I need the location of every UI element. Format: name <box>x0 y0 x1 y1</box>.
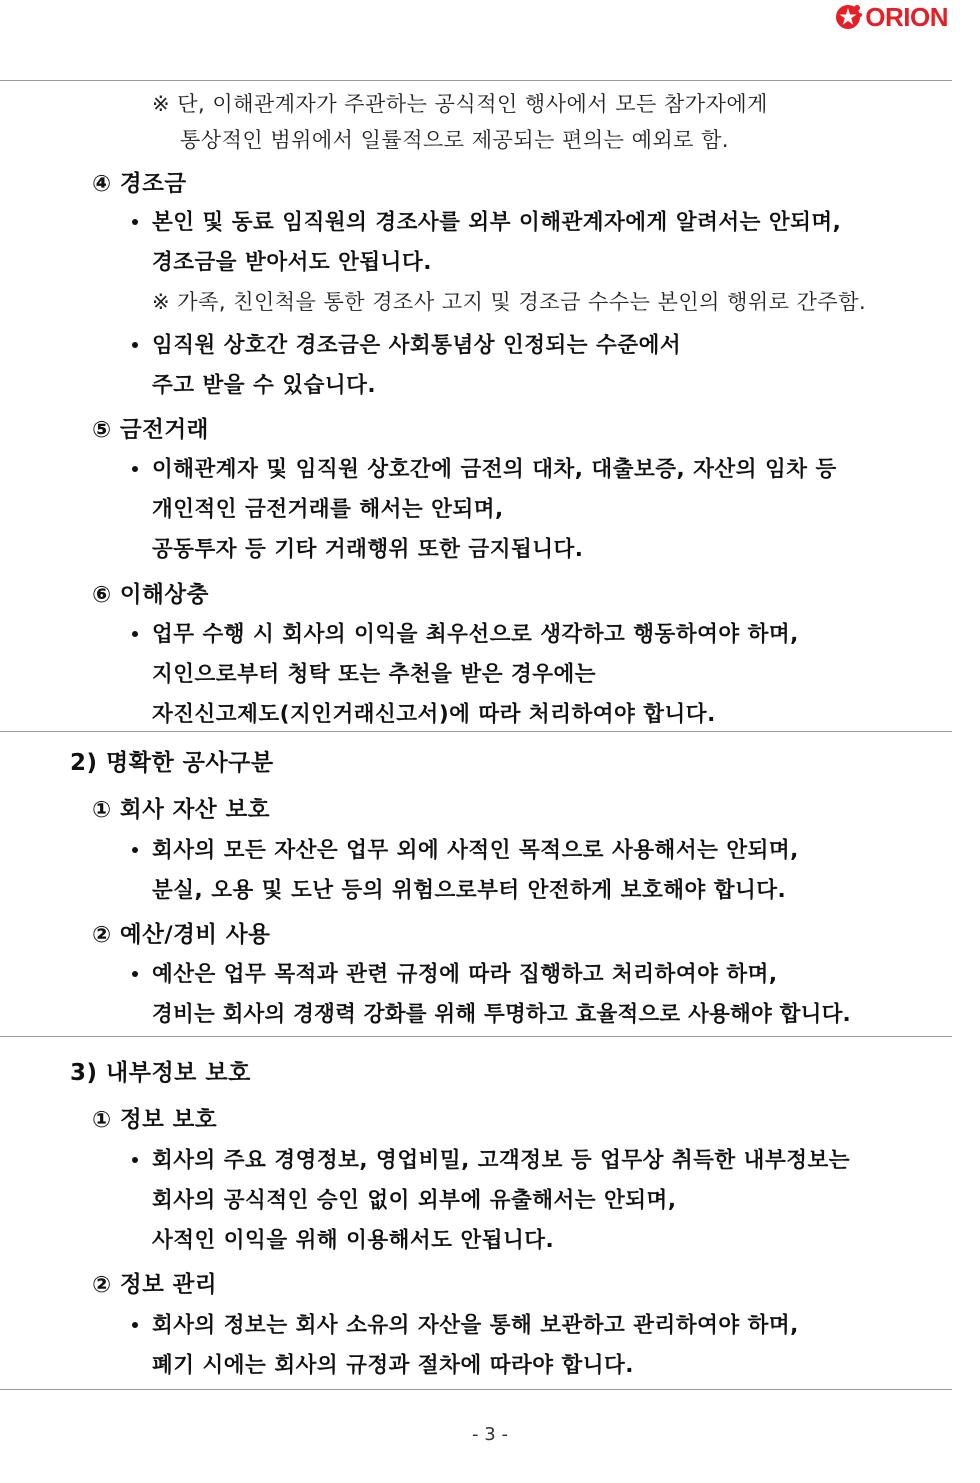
subsection-heading: ⑤ 금전거래 <box>92 417 209 443</box>
bullet-dot <box>132 1157 138 1163</box>
bullet-dot <box>132 466 138 472</box>
bullet-text: 자진신고제도(지인거래신고서)에 따라 처리하여야 합니다. <box>152 702 716 727</box>
bullet-text: 공동투자 등 기타 거래행위 또한 금지됩니다. <box>152 537 584 562</box>
bullet-text: 업무 수행 시 회사의 이익을 최우선으로 생각하고 행동하여야 하며, <box>152 622 799 647</box>
bullet-dot <box>132 342 138 348</box>
bullet-dot <box>132 631 138 637</box>
bullet-text: 회사의 주요 경영정보, 영업비밀, 고객정보 등 업무상 취득한 내부정보는 <box>152 1148 851 1173</box>
bullet-text: 회사의 모든 자산은 업무 외에 사적인 목적으로 사용해서는 안되며, <box>152 838 799 863</box>
bullet-text: 회사의 공식적인 승인 없이 외부에 유출해서는 안되며, <box>152 1188 677 1213</box>
bullet-text: 이해관계자 및 임직원 상호간에 금전의 대차, 대출보증, 자산의 임차 등 <box>152 457 837 482</box>
bullet-text: 본인 및 동료 임직원의 경조사를 외부 이해관계자에게 알려서는 안되며, <box>152 210 842 235</box>
star-burst-icon <box>833 2 863 32</box>
subsection-heading: ⑥ 이해상충 <box>92 582 209 608</box>
bullet-text: 임직원 상호간 경조금은 사회통념상 인정되는 수준에서 <box>152 333 682 358</box>
section-heading: 2) 명확한 공사구분 <box>70 750 274 776</box>
bullet-text: 주고 받을 수 있습니다. <box>152 373 377 398</box>
bullet-text: 경조금을 받아서도 안됩니다. <box>152 250 432 275</box>
note-line: ※ 단, 이해관계자가 주관하는 공식적인 행사에서 모든 참가자에게 <box>152 92 768 116</box>
orion-logo <box>833 2 948 32</box>
bullet-dot <box>132 847 138 853</box>
section-heading: 3) 내부정보 보호 <box>70 1060 251 1086</box>
subsection-heading: ① 회사 자산 보호 <box>92 797 270 823</box>
page-number: - 3 - <box>472 1424 508 1445</box>
note-line: 통상적인 범위에서 일률적으로 제공되는 편의는 예외로 함. <box>180 128 730 152</box>
top-divider <box>0 80 952 81</box>
logo-text: ORION <box>865 1 948 32</box>
subsection-heading: ④ 경조금 <box>92 171 187 197</box>
section-divider <box>0 731 952 732</box>
bullet-text: 회사의 정보는 회사 소유의 자산을 통해 보관하고 관리하여야 하며, <box>152 1313 799 1338</box>
bottom-divider <box>0 1389 952 1390</box>
note-line: ※ 가족, 친인척을 통한 경조사 고지 및 경조금 수수는 본인의 행위로 간주함. <box>152 290 867 314</box>
bullet-text: 폐기 시에는 회사의 규정과 절차에 따라야 합니다. <box>152 1353 634 1378</box>
bullet-dot <box>132 971 138 977</box>
bullet-text: 분실, 오용 및 도난 등의 위험으로부터 안전하게 보호해야 합니다. <box>152 878 787 903</box>
section-divider <box>0 1036 952 1037</box>
bullet-text: 지인으로부터 청탁 또는 추천을 받은 경우에는 <box>152 662 597 687</box>
subsection-heading: ② 예산/경비 사용 <box>92 922 271 948</box>
bullet-text: 개인적인 금전거래를 해서는 안되며, <box>152 497 504 522</box>
bullet-text: 사적인 이익을 위해 이용해서도 안됩니다. <box>152 1228 555 1253</box>
bullet-dot <box>132 219 138 225</box>
subsection-heading: ② 정보 관리 <box>92 1272 218 1298</box>
bullet-dot <box>132 1322 138 1328</box>
subsection-heading: ① 정보 보호 <box>92 1107 218 1133</box>
bullet-text: 예산은 업무 목적과 관련 규정에 따라 집행하고 처리하여야 하며, <box>152 962 778 987</box>
bullet-text: 경비는 회사의 경쟁력 강화를 위해 투명하고 효율적으로 사용해야 합니다. <box>152 1002 851 1027</box>
